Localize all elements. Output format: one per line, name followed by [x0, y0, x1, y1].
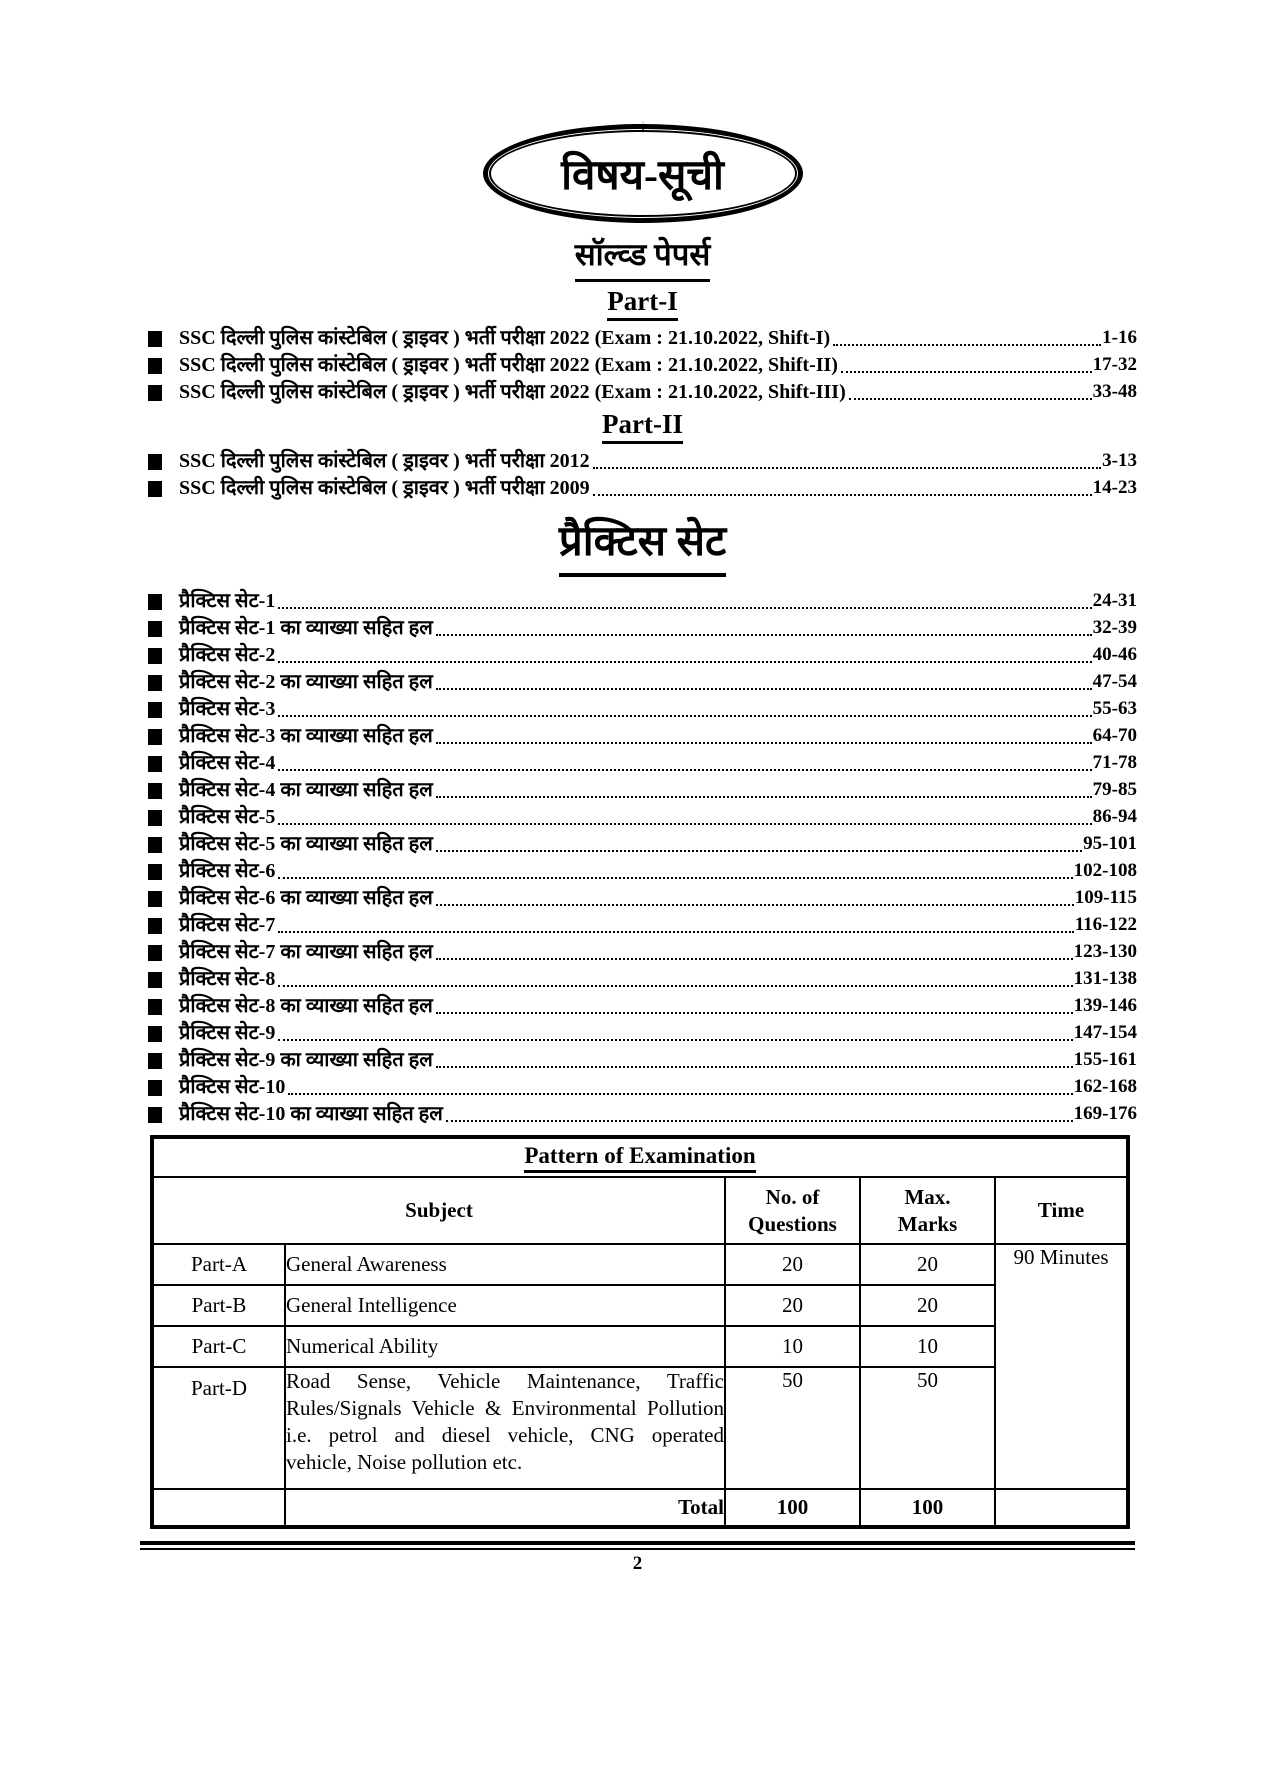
- table-row: [152, 1367, 1128, 1489]
- dotted-leader: [436, 796, 1092, 798]
- toc-item-label: प्रैक्टिस सेट-2 का व्याख्या सहित हल: [179, 671, 433, 693]
- dotted-leader: [436, 850, 1082, 852]
- part1-heading-wrap: [148, 282, 1137, 324]
- col-header-marks: [860, 1177, 995, 1244]
- col-header-subject: Subject: [152, 1177, 725, 1244]
- bullet-square-icon: [148, 1053, 162, 1069]
- toc-item: [148, 447, 1137, 474]
- dotted-leader: [278, 661, 1091, 663]
- toc-item-label: प्रैक्टिस सेट-9 का व्याख्या सहित हल: [179, 1049, 433, 1071]
- questions-value: 50: [725, 1367, 860, 1489]
- toc-item-label: प्रैक्टिस सेट-2: [179, 644, 276, 666]
- dotted-leader: [841, 371, 1092, 373]
- toc-item-label: प्रैक्टिस सेट-1: [179, 590, 276, 612]
- toc-item: [148, 641, 1137, 668]
- toc-item-pages: 116-122: [1074, 914, 1137, 935]
- bullet-square-icon: [148, 481, 162, 497]
- toc-item-label: प्रैक्टिस सेट-3: [179, 698, 276, 720]
- bullet-square-icon: [148, 891, 162, 907]
- part2-list: [148, 447, 1137, 501]
- toc-item-pages: 3-13: [1102, 450, 1137, 471]
- dotted-leader: [436, 904, 1074, 906]
- bullet-square-icon: [148, 454, 162, 470]
- toc-item-label: प्रैक्टिस सेट-3 का व्याख्या सहित हल: [179, 725, 433, 747]
- bullet-square-icon: [148, 331, 162, 347]
- total-time-empty: [995, 1489, 1128, 1527]
- table-row: [152, 1244, 1128, 1285]
- dotted-leader: [288, 1093, 1072, 1095]
- toc-item: [148, 695, 1137, 722]
- toc-item: [148, 668, 1137, 695]
- bullet-square-icon: [148, 918, 162, 934]
- bullet-square-icon: [148, 594, 162, 610]
- bullet-square-icon: [148, 1107, 162, 1123]
- bullet-square-icon: [148, 972, 162, 988]
- toc-item: [148, 1073, 1137, 1100]
- dotted-leader: [436, 1066, 1073, 1068]
- part-label: Part-D: [152, 1367, 285, 1489]
- ornament-icon: [634, 120, 652, 134]
- bullet-square-icon: [148, 729, 162, 745]
- toc-item: [148, 1100, 1137, 1127]
- toc-item-label: प्रैक्टिस सेट-5 का व्याख्या सहित हल: [179, 833, 433, 855]
- subject-value: General Awareness: [285, 1244, 725, 1285]
- bullet-square-icon: [148, 810, 162, 826]
- toc-item-pages: 123-130: [1073, 941, 1137, 962]
- toc-item-pages: 71-78: [1092, 752, 1137, 773]
- toc-item-pages: 169-176: [1073, 1103, 1137, 1124]
- bullet-square-icon: [148, 756, 162, 772]
- practice-heading: प्रैक्टिस सेट: [559, 511, 726, 577]
- toc-item-pages: 155-161: [1073, 1049, 1137, 1070]
- dotted-leader: [593, 467, 1102, 469]
- toc-item-label: प्रैक्टिस सेट-6: [179, 860, 276, 882]
- subject-value: General Intelligence: [285, 1285, 725, 1326]
- toc-item-label: प्रैक्टिस सेट-8: [179, 968, 276, 990]
- toc-item: [148, 722, 1137, 749]
- subject-value: Numerical Ability: [285, 1326, 725, 1367]
- bullet-square-icon: [148, 1026, 162, 1042]
- exam-pattern-table: [150, 1135, 1130, 1529]
- toc-item-pages: 131-138: [1073, 968, 1137, 989]
- toc-item-pages: 1-16: [1102, 327, 1137, 348]
- toc-item-pages: 47-54: [1092, 671, 1137, 692]
- title-badge-inner: [489, 130, 797, 217]
- dotted-leader: [278, 715, 1091, 717]
- toc-item: [148, 324, 1137, 351]
- toc-item-pages: 55-63: [1092, 698, 1137, 719]
- bullet-square-icon: [148, 783, 162, 799]
- toc-item-label: प्रैक्टिस सेट-5: [179, 806, 276, 828]
- toc-item: [148, 965, 1137, 992]
- questions-value: 10: [725, 1326, 860, 1367]
- dotted-leader: [278, 1039, 1072, 1041]
- toc-item-label: प्रैक्टिस सेट-1 का व्याख्या सहित हल: [179, 617, 433, 639]
- practice-list: [148, 587, 1137, 1127]
- toc-item-pages: 32-39: [1092, 617, 1137, 638]
- toc-item-pages: 162-168: [1073, 1076, 1137, 1097]
- dotted-leader: [436, 634, 1092, 636]
- toc-item: [148, 830, 1137, 857]
- bullet-square-icon: [148, 702, 162, 718]
- toc-item-pages: 79-85: [1092, 779, 1137, 800]
- toc-item-label: प्रैक्टिस सेट-6 का व्याख्या सहित हल: [179, 887, 433, 909]
- toc-item-pages: 24-31: [1092, 590, 1137, 611]
- toc-item-pages: 17-32: [1092, 354, 1137, 375]
- toc-item: [148, 1046, 1137, 1073]
- dotted-leader: [436, 1012, 1073, 1014]
- toc-item-label: प्रैक्टिस सेट-10 का व्याख्या सहित हल: [179, 1103, 443, 1125]
- toc-item: [148, 992, 1137, 1019]
- subject-value: Road Sense, Vehicle Maintenance, Traffic Rules/Signals Vehicle & Environmental Pollution i.e. petrol and diesel vehicle, CNG operated vehicle, Noise pollution etc.: [285, 1367, 725, 1489]
- bullet-square-icon: [148, 621, 162, 637]
- questions-value: 20: [725, 1285, 860, 1326]
- toc-item-label: SSC दिल्ली पुलिस कांस्टेबिल ( ड्राइवर ) भर्ती परीक्षा 2022 (Exam : 21.10.2022, Shift-I): [179, 327, 831, 349]
- dotted-leader: [278, 931, 1073, 933]
- toc-item: [148, 857, 1137, 884]
- part-label: Part-C: [152, 1326, 285, 1367]
- part-label: Part-A: [152, 1244, 285, 1285]
- toc-item-pages: 109-115: [1074, 887, 1137, 908]
- part1-list: [148, 324, 1137, 405]
- bullet-square-icon: [148, 648, 162, 664]
- practice-heading-wrap: [148, 501, 1137, 587]
- toc-item-pages: 33-48: [1092, 381, 1137, 402]
- toc-item-label: SSC दिल्ली पुलिस कांस्टेबिल ( ड्राइवर ) भर्ती परीक्षा 2022 (Exam : 21.10.2022, Shift-III): [179, 381, 846, 403]
- dotted-leader: [436, 688, 1092, 690]
- bullet-square-icon: [148, 864, 162, 880]
- dotted-leader: [278, 877, 1072, 879]
- bullet-square-icon: [148, 837, 162, 853]
- toc-item: [148, 614, 1137, 641]
- solved-papers-heading-wrap: [148, 223, 1137, 282]
- toc-item-label: प्रैक्टिस सेट-7 का व्याख्या सहित हल: [179, 941, 433, 963]
- table-title-row: [152, 1137, 1128, 1177]
- time-value: 90 Minutes: [995, 1244, 1128, 1489]
- total-marks: 100: [860, 1489, 995, 1527]
- bullet-square-icon: [148, 945, 162, 961]
- bullet-square-icon: [148, 385, 162, 401]
- toc-item: [148, 1019, 1137, 1046]
- part1-heading: Part-I: [607, 286, 677, 321]
- toc-item-pages: 14-23: [1092, 477, 1137, 498]
- toc-item-label: प्रैक्टिस सेट-10: [179, 1076, 286, 1098]
- toc-item-label: प्रैक्टिस सेट-4: [179, 752, 276, 774]
- col-header-time: Time: [995, 1177, 1128, 1244]
- bullet-square-icon: [148, 1080, 162, 1096]
- table-total-row: [152, 1489, 1128, 1527]
- bullet-square-icon: [148, 675, 162, 691]
- part2-heading-wrap: [148, 405, 1137, 447]
- toc-item: [148, 587, 1137, 614]
- solved-papers-heading: सॉल्व्ड पेपर्स: [575, 233, 711, 282]
- toc-item-pages: 102-108: [1073, 860, 1137, 881]
- questions-value: 20: [725, 1244, 860, 1285]
- marks-value: 20: [860, 1285, 995, 1326]
- toc-item: [148, 378, 1137, 405]
- dotted-leader: [446, 1120, 1073, 1122]
- dotted-leader: [278, 769, 1091, 771]
- total-questions: 100: [725, 1489, 860, 1527]
- col-header-questions-label: No. of Questions: [748, 1184, 837, 1236]
- toc-item-pages: 40-46: [1092, 644, 1137, 665]
- toc-item: [148, 776, 1137, 803]
- toc-item-label: प्रैक्टिस सेट-4 का व्याख्या सहित हल: [179, 779, 433, 801]
- total-label: Total: [285, 1489, 725, 1527]
- toc-item-label: SSC दिल्ली पुलिस कांस्टेबिल ( ड्राइवर ) भर्ती परीक्षा 2012: [179, 450, 590, 472]
- toc-item-pages: 139-146: [1073, 995, 1137, 1016]
- toc-item-label: SSC दिल्ली पुलिस कांस्टेबिल ( ड्राइवर ) भर्ती परीक्षा 2022 (Exam : 21.10.2022, Shift-II): [179, 354, 838, 376]
- toc-item-label: SSC दिल्ली पुलिस कांस्टेबिल ( ड्राइवर ) भर्ती परीक्षा 2009: [179, 477, 590, 499]
- part-label: Part-B: [152, 1285, 285, 1326]
- dotted-leader: [849, 398, 1092, 400]
- toc-item-pages: 64-70: [1092, 725, 1137, 746]
- dotted-leader: [278, 823, 1091, 825]
- marks-value: 10: [860, 1326, 995, 1367]
- col-header-questions: [725, 1177, 860, 1244]
- total-part-empty: [152, 1489, 285, 1527]
- title-badge: [483, 124, 803, 223]
- marks-value: 50: [860, 1367, 995, 1489]
- col-header-marks-label: Max. Marks: [897, 1184, 958, 1236]
- toc-item-label: प्रैक्टिस सेट-8 का व्याख्या सहित हल: [179, 995, 433, 1017]
- toc-item-pages: 147-154: [1073, 1022, 1137, 1043]
- dotted-leader: [278, 985, 1072, 987]
- toc-item: [148, 749, 1137, 776]
- toc-item: [148, 351, 1137, 378]
- table-row: [152, 1326, 1128, 1367]
- table-row: [152, 1285, 1128, 1326]
- toc-item: [148, 911, 1137, 938]
- part2-heading: Part-II: [602, 409, 683, 444]
- dotted-leader: [833, 344, 1101, 346]
- dotted-leader: [278, 607, 1091, 609]
- bullet-square-icon: [148, 999, 162, 1015]
- dotted-leader: [593, 494, 1092, 496]
- footer-divider: [140, 1541, 1135, 1550]
- toc-item: [148, 884, 1137, 911]
- table-header-row: [152, 1177, 1128, 1244]
- dotted-leader: [436, 958, 1073, 960]
- page-number: 2: [632, 1553, 643, 1574]
- toc-item: [148, 803, 1137, 830]
- page-title: विषय-सूची: [561, 153, 724, 199]
- toc-item-label: प्रैक्टिस सेट-9: [179, 1022, 276, 1044]
- toc-item-pages: 95-101: [1083, 833, 1137, 854]
- page-content: [0, 124, 1275, 1529]
- toc-item-label: प्रैक्टिस सेट-7: [179, 914, 276, 936]
- marks-value: 20: [860, 1244, 995, 1285]
- toc-item-pages: 86-94: [1092, 806, 1137, 827]
- toc-item: [148, 474, 1137, 501]
- dotted-leader: [436, 742, 1092, 744]
- toc-item: [148, 938, 1137, 965]
- bullet-square-icon: [148, 358, 162, 374]
- table-title: Pattern of Examination: [524, 1143, 755, 1173]
